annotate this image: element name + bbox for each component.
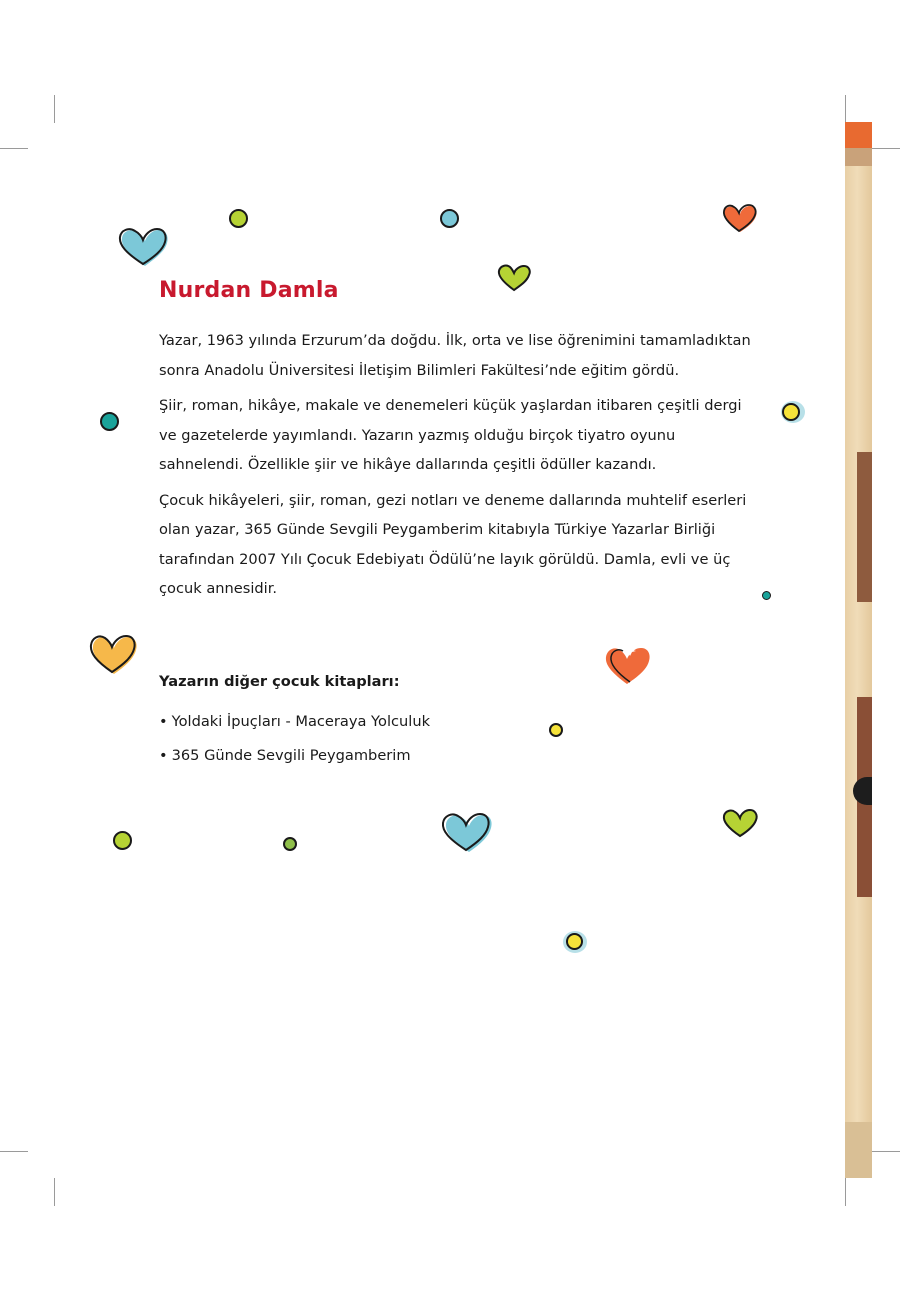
crop-mark bbox=[845, 1178, 846, 1206]
dot-icon bbox=[440, 209, 459, 228]
bio-paragraph: Çocuk hikâyeleri, şiir, roman, gezi notları ve deneme dallarında muhtelif eserleri olan yazar, 365 Günde Sevgili Peygamberim kitabıyla Türkiye Yazarlar Birliği tarafından 2007 Yılı Çocuk Edebiyatı Ödülü’ne layık görüldü. Damla, evli ve üç çocuk annesidir. bbox=[159, 491, 747, 597]
heart-icon bbox=[88, 632, 140, 678]
crop-mark bbox=[0, 148, 28, 149]
crop-mark bbox=[845, 95, 846, 123]
list-item bbox=[159, 739, 430, 773]
crop-mark bbox=[872, 1151, 900, 1152]
crop-mark bbox=[54, 1178, 55, 1206]
heart-icon bbox=[602, 642, 652, 688]
crop-mark bbox=[0, 1151, 28, 1152]
heart-icon bbox=[118, 226, 172, 270]
dot-icon bbox=[549, 723, 563, 737]
dot-icon bbox=[762, 591, 771, 600]
bio-paragraph: Yazar, 1963 yılında Erzurum’da doğdu. İlk, orta ve lise öğrenimini tamamladıktan sonra Anadolu Üniversitesi İletişim Bilimleri Fakültesi’nde eğitim gördü. bbox=[159, 332, 751, 379]
bullet-icon: • bbox=[159, 747, 168, 764]
bullet-icon: • bbox=[159, 713, 168, 730]
crop-mark bbox=[54, 95, 55, 123]
bio-paragraph: Şiir, roman, hikâye, makale ve denemeleri küçük yaşlardan itibaren çeşitli dergi ve gazetelerde yayımlandı. Yazarın yazmış olduğu birçok tiyatro oyunu sahnelendi. Özellikle şiir ve hikâye dallarında çeşitli ödüller kazandı. bbox=[159, 397, 742, 473]
heart-icon bbox=[440, 810, 496, 856]
book-title: Yoldaki İpuçları - Maceraya Yolculuk bbox=[171, 713, 431, 730]
author-bio bbox=[159, 326, 759, 610]
heart-icon bbox=[720, 202, 760, 236]
heart-icon bbox=[720, 806, 760, 840]
other-books-list bbox=[159, 705, 430, 773]
dot-icon bbox=[100, 412, 119, 431]
dot-icon bbox=[229, 209, 248, 228]
cover-edge-strip bbox=[845, 122, 872, 1178]
dot-icon bbox=[283, 837, 297, 851]
crop-mark bbox=[872, 148, 900, 149]
dot-icon bbox=[566, 933, 583, 950]
heart-icon bbox=[495, 262, 533, 294]
author-name-title: Nurdan Damla bbox=[159, 278, 339, 303]
list-item bbox=[159, 705, 430, 739]
dot-icon bbox=[113, 831, 132, 850]
other-books-heading: Yazarın diğer çocuk kitapları: bbox=[159, 673, 400, 690]
dot-icon bbox=[782, 403, 800, 421]
book-title: 365 Günde Sevgili Peygamberim bbox=[171, 747, 411, 764]
